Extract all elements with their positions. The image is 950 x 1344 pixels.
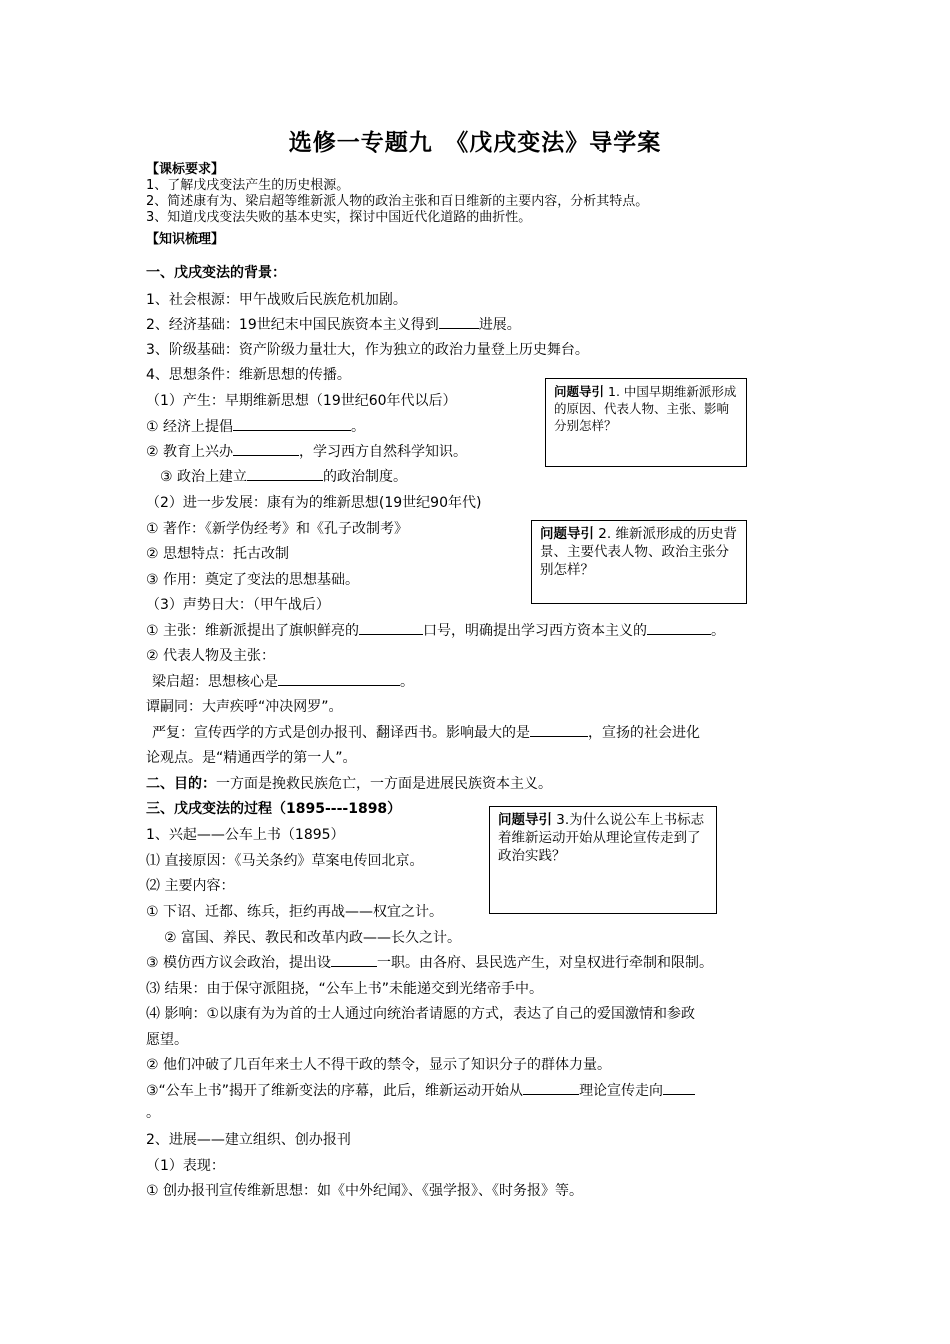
line-main-content: ⑵ 主要内容： <box>146 878 235 894</box>
line-xiazhao: ① 下诏、迁都、练兵，拒约再战——权宜之计。 <box>146 904 443 920</box>
blank-line <box>247 468 323 481</box>
line-newspapers: ① 创办报刊宣传维新思想：如《中外纪闻》、《强学报》、《时务报》等。 <box>146 1183 583 1199</box>
line-rise: 1、兴起——公车上书（1895） <box>146 827 345 843</box>
line-feature: ② 思想特点：托古改制 <box>146 546 290 562</box>
line-gongche: ③“公车上书”揭开了维新变法的序幕，此后，维新运动开始从 理论宣传走向 <box>146 1082 695 1100</box>
line-effect: ③ 作用：奠定了变法的思想基础。 <box>146 572 360 588</box>
question-box-2: 问题导引 2. 维新派形成的历史背景、主要代表人物、政治主张分别怎样？ <box>531 520 747 604</box>
requirement-3: 3、知道戊戌变法失败的基本史实，探讨中国近代化道路的曲折性。 <box>146 210 532 225</box>
requirement-2: 2、简述康有为、梁启超等维新派人物的政治主张和百日维新的主要内容，分析其特点。 <box>146 194 649 209</box>
heading-purpose: 二、目的：一方面是挽救民族危亡，一方面是进展民族资本主义。 <box>146 776 552 792</box>
line-origin: （1）产生：早期维新思想（19世纪60年代以后） <box>146 393 457 409</box>
blank-line <box>278 673 400 686</box>
line-further: （2）进一步发展：康有为的维新思想(19世纪90年代) <box>146 495 482 511</box>
line-representatives: ② 代表人物及主张： <box>146 648 276 664</box>
section-kebiao: 【课标要求】 <box>146 162 225 177</box>
line-progress: 2、进展——建立组织、创办报刊 <box>146 1132 351 1148</box>
line-direct-cause: ⑴ 直接原因：《马关条约》草案电传回北京。 <box>146 853 424 869</box>
line-yan: 严复：宣传西学的方式是创办报刊、翻译西书。影响最大的是 ，宣扬的社会进化 <box>152 725 700 741</box>
blank-line <box>663 1082 695 1095</box>
line-momentum: （3）声势日大：（甲午战后） <box>146 597 330 613</box>
blank-line <box>523 1082 579 1095</box>
line-proposal: ① 主张：维新派提出了旗帜鲜亮的 口号，明确提出学习西方资本主义的 。 <box>146 623 726 639</box>
heading-process: 三、戊戌变法的过程（1895----1898） <box>146 801 402 817</box>
blank-line <box>233 418 351 431</box>
blank-line <box>647 622 711 635</box>
line-parliament: ③ 模仿西方议会政治，提出设 一职。由各府、县民选产生，对皇权进行牵制和限制。 <box>146 955 714 971</box>
line-tan: 谭嗣同：大声疾呼“冲决网罗”。 <box>146 699 343 715</box>
question-box-3: 问题导引 3.为什么说公车上书标志着维新运动开始从理论宣传走到了政治实践？ <box>489 806 717 914</box>
heading-background: 一、戊戌变法的背景： <box>146 265 286 281</box>
line-social-root: 1、社会根源：甲午战败后民族危机加剧。 <box>146 292 407 308</box>
line-economy-advocate: ① 经济上提倡 。 <box>146 419 366 435</box>
line-influence: ⑷ 影响：①以康有为为首的士人通过向统治者请愿的方式，表达了自己的爱国激情和参政 <box>146 1006 695 1022</box>
line-economic-base: 2、经济基础：19世纪末中国民族资本主义得到 进展。 <box>146 317 521 333</box>
line-gongche-end: 。 <box>146 1105 160 1121</box>
page-title: 选修一专题九 《戊戌变法》导学案 <box>288 130 662 156</box>
blank-line <box>530 724 588 737</box>
blank-line <box>331 954 377 967</box>
section-zhishi: 【知识梳理】 <box>146 232 225 247</box>
line-liang: 梁启超：思想核心是 。 <box>152 674 414 690</box>
line-result: ⑶ 结果：由于保守派阻挠，“公车上书”未能递交到光绪帝手中。 <box>146 981 543 997</box>
line-yan-cont: 论观点。是“精通西学的第一人”。 <box>146 750 357 766</box>
line-thought: 4、思想条件：维新思想的传播。 <box>146 367 351 383</box>
line-wish: 愿望。 <box>146 1032 188 1048</box>
line-education: ② 教育上兴办 ，学习西方自然科学知识。 <box>146 444 468 460</box>
question-box-1: 问题导引 1. 中国早期维新派形成的原因、代表人物、主张、影响分别怎样？ <box>545 378 747 467</box>
blank-line <box>359 622 423 635</box>
line-works: ① 著作：《新学伪经考》和《孔子改制考》 <box>146 521 408 537</box>
requirement-1: 1、了解戊戌变法产生的历史根源。 <box>146 178 350 193</box>
blank-line <box>233 443 299 456</box>
line-manifest: （1）表现： <box>146 1158 225 1174</box>
line-politics: ③ 政治上建立 的政治制度。 <box>160 469 408 485</box>
blank-line <box>439 316 479 329</box>
line-fuguo: ② 富国、养民、教民和改革内政——长久之计。 <box>164 930 461 946</box>
line-class-base: 3、阶级基础：资产阶级力量壮大，作为独立的政治力量登上历史舞台。 <box>146 342 589 358</box>
line-break-ban: ② 他们冲破了几百年来士人不得干政的禁令，显示了知识分子的群体力量。 <box>146 1057 611 1073</box>
